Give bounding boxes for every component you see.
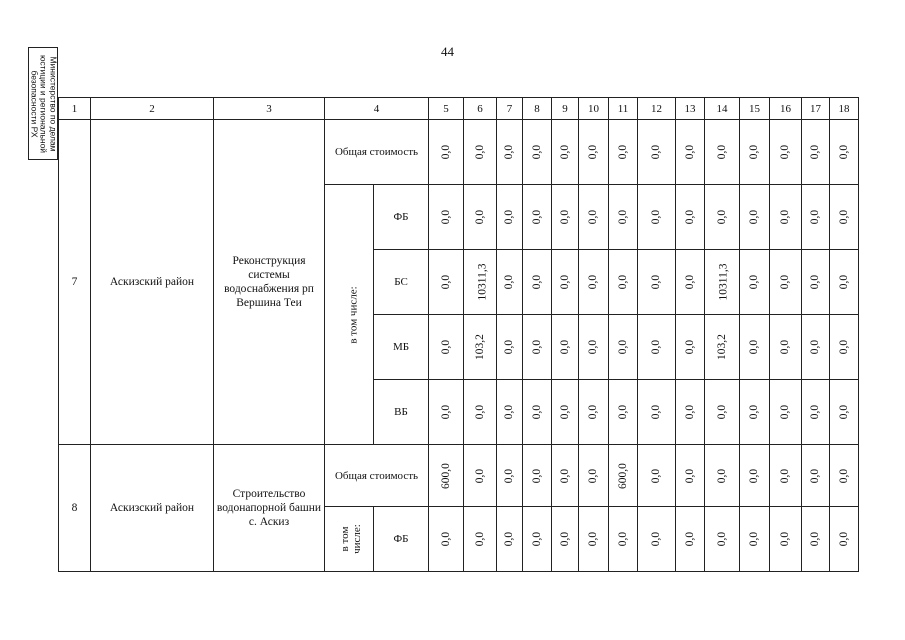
value-text: 0,0: [809, 144, 822, 160]
value-cell: [830, 380, 859, 445]
value-text: 0,0: [809, 468, 822, 483]
value-cell: [740, 507, 770, 572]
value-cell: [429, 250, 464, 315]
value-cell: [464, 185, 497, 250]
value-text: 0,0: [650, 339, 663, 355]
value-cell: [552, 185, 579, 250]
subtotal-label-cell: [325, 185, 374, 445]
value-cell: [705, 250, 740, 315]
value-text: 0,0: [838, 339, 850, 355]
value-cell: [523, 185, 552, 250]
value-text: 0,0: [587, 404, 600, 420]
value-text: 0,0: [587, 531, 600, 547]
header-cell: 6: [464, 98, 497, 120]
value-cell: [429, 185, 464, 250]
value-text: 0,0: [684, 339, 696, 355]
value-text: 0,0: [474, 531, 486, 547]
value-cell: [802, 507, 830, 572]
district-cell: Аскизский район: [91, 445, 214, 572]
value-text: 0,0: [748, 209, 761, 225]
value-text: 0,0: [779, 468, 792, 483]
value-cell: [609, 507, 638, 572]
total-label: Общая стоимость: [325, 120, 429, 185]
value-cell: [429, 445, 464, 507]
value-cell: [497, 445, 523, 507]
value-text: 0,0: [650, 144, 663, 160]
value-cell: [609, 380, 638, 445]
value-cell: [676, 120, 705, 185]
value-cell: [497, 250, 523, 315]
value-cell: [770, 315, 802, 380]
value-text: 0,0: [474, 209, 486, 225]
row-number: 7: [59, 120, 91, 445]
value-text: 0,0: [809, 404, 822, 420]
value-text: 0,0: [559, 339, 571, 355]
value-cell: [497, 315, 523, 380]
value-cell: [638, 315, 676, 380]
value-text: 0,0: [748, 404, 761, 420]
value-text: 0,0: [650, 531, 663, 547]
value-cell: [523, 380, 552, 445]
value-cell: [497, 120, 523, 185]
value-cell: [552, 445, 579, 507]
value-text: 0,0: [559, 274, 571, 290]
object-cell: Строительство водонапорной башни с. Аскиз: [214, 445, 325, 572]
value-cell: [609, 185, 638, 250]
value-cell: [830, 445, 859, 507]
value-text: 0,0: [838, 274, 850, 290]
value-text: 0,0: [617, 274, 629, 290]
value-cell: [579, 380, 609, 445]
value-text: 0,0: [716, 209, 728, 225]
stamp-text: Министерство по делам юстиции и региональной безопасности РХ: [29, 54, 59, 153]
value-cell: [579, 250, 609, 315]
value-text: 0,0: [531, 404, 543, 420]
district-cell: Аскизский район: [91, 120, 214, 445]
value-text: 0,0: [748, 144, 761, 160]
value-text: 0,0: [779, 209, 792, 225]
value-cell: [740, 120, 770, 185]
value-text: 600,0: [617, 462, 629, 489]
value-text: 0,0: [587, 339, 600, 355]
value-text: 10311,3: [717, 263, 730, 301]
value-text: 0,0: [748, 274, 761, 290]
value-text: 0,0: [474, 468, 486, 483]
header-cell: 13: [676, 98, 705, 120]
value-cell: [802, 315, 830, 380]
page-number: 44: [441, 44, 454, 59]
value-cell: [705, 445, 740, 507]
source-label: БС: [374, 250, 429, 315]
value-text: 0,0: [440, 339, 452, 355]
value-cell: [579, 185, 609, 250]
header-cell: 14: [705, 98, 740, 120]
header-row: [59, 98, 859, 120]
value-text: 0,0: [559, 531, 571, 547]
header-cell: 12: [638, 98, 676, 120]
value-text: 0,0: [684, 274, 696, 290]
value-cell: [552, 380, 579, 445]
value-text: 0,0: [809, 531, 822, 547]
value-text: 0,0: [779, 144, 792, 160]
value-cell: [676, 315, 705, 380]
value-text: 0,0: [531, 531, 543, 547]
value-text: 0,0: [503, 339, 516, 355]
value-cell: [579, 507, 609, 572]
value-text: 10311,3: [476, 263, 489, 301]
value-text: 0,0: [503, 209, 516, 225]
value-cell: [830, 250, 859, 315]
header-cell: 16: [770, 98, 802, 120]
value-cell: [552, 250, 579, 315]
value-cell: [579, 445, 609, 507]
value-text: 0,0: [617, 144, 629, 160]
value-text: 0,0: [587, 468, 600, 483]
total-label: Общая стоимость: [325, 445, 429, 507]
header-cell: 8: [523, 98, 552, 120]
value-text: 0,0: [587, 144, 600, 160]
value-cell: [740, 315, 770, 380]
value-cell: [523, 250, 552, 315]
value-cell: [497, 507, 523, 572]
value-cell: [830, 185, 859, 250]
value-text: 103,2: [716, 334, 728, 360]
value-text: 0,0: [587, 274, 600, 290]
value-cell: [464, 120, 497, 185]
source-label: ФБ: [374, 185, 429, 250]
value-cell: [552, 315, 579, 380]
header-cell: 3: [214, 98, 325, 120]
value-cell: [740, 445, 770, 507]
value-cell: [770, 185, 802, 250]
value-text: 0,0: [503, 144, 516, 160]
value-text: 0,0: [779, 274, 792, 290]
value-cell: [429, 120, 464, 185]
value-cell: [464, 250, 497, 315]
value-text: 0,0: [650, 209, 663, 225]
header-cell: 11: [609, 98, 638, 120]
value-text: 0,0: [838, 404, 850, 420]
value-text: 0,0: [684, 209, 696, 225]
value-text: 0,0: [531, 339, 543, 355]
value-cell: [464, 380, 497, 445]
value-text: 0,0: [531, 209, 543, 225]
value-cell: [638, 120, 676, 185]
value-text: 0,0: [617, 209, 629, 225]
value-cell: [497, 185, 523, 250]
value-cell: [770, 380, 802, 445]
source-label: ФБ: [374, 507, 429, 572]
value-cell: [523, 120, 552, 185]
value-text: 0,0: [650, 468, 663, 483]
header-cell: 1: [59, 98, 91, 120]
value-text: 0,0: [474, 144, 486, 160]
value-text: 0,0: [684, 404, 696, 420]
value-text: 0,0: [809, 274, 822, 290]
value-cell: [552, 120, 579, 185]
value-text: 0,0: [617, 404, 629, 420]
value-text: 0,0: [440, 274, 452, 290]
value-text: 0,0: [748, 531, 761, 547]
value-cell: [740, 380, 770, 445]
value-text: 0,0: [559, 404, 571, 420]
value-text: 0,0: [617, 531, 629, 547]
value-text: 0,0: [838, 144, 850, 160]
value-cell: [609, 250, 638, 315]
header-cell: 5: [429, 98, 464, 120]
object-cell: Реконструкция системы водоснабжения рп Вершина Теи: [214, 120, 325, 445]
value-text: 0,0: [650, 404, 663, 420]
value-cell: [429, 507, 464, 572]
value-text: 0,0: [684, 468, 696, 483]
table-body: [59, 98, 859, 572]
source-label: ВБ: [374, 380, 429, 445]
value-text: 0,0: [779, 339, 792, 355]
value-text: 0,0: [531, 468, 543, 483]
value-text: 103,2: [474, 334, 486, 360]
value-cell: [676, 185, 705, 250]
value-text: 0,0: [716, 144, 728, 160]
value-cell: [676, 445, 705, 507]
value-text: 0,0: [587, 209, 600, 225]
value-cell: [579, 120, 609, 185]
value-cell: [429, 380, 464, 445]
value-cell: [497, 380, 523, 445]
value-cell: [676, 250, 705, 315]
value-text: 0,0: [559, 209, 571, 225]
value-cell: [740, 250, 770, 315]
value-text: 0,0: [716, 531, 728, 547]
value-text: 0,0: [617, 339, 629, 355]
value-text: 0,0: [684, 531, 696, 547]
budget-table: [58, 97, 859, 572]
value-cell: [705, 380, 740, 445]
value-text: 0,0: [650, 274, 663, 290]
header-cell: 10: [579, 98, 609, 120]
value-cell: [638, 185, 676, 250]
value-cell: [770, 445, 802, 507]
value-text: 0,0: [716, 404, 728, 420]
value-cell: [579, 315, 609, 380]
value-cell: [638, 445, 676, 507]
value-text: 0,0: [503, 468, 516, 483]
value-text: 600,0: [440, 462, 452, 489]
value-cell: [802, 185, 830, 250]
total-row: [59, 120, 859, 185]
value-cell: [802, 380, 830, 445]
value-cell: [770, 250, 802, 315]
value-text: 0,0: [531, 274, 543, 290]
value-cell: [464, 507, 497, 572]
header-cell: 9: [552, 98, 579, 120]
value-text: 0,0: [779, 531, 792, 547]
value-cell: [802, 250, 830, 315]
value-text: 0,0: [503, 531, 516, 547]
value-text: 0,0: [559, 144, 571, 160]
source-label: МБ: [374, 315, 429, 380]
value-cell: [429, 315, 464, 380]
subtotal-label: в том числе:: [347, 285, 360, 344]
value-cell: [705, 185, 740, 250]
header-cell: 17: [802, 98, 830, 120]
value-text: 0,0: [716, 468, 728, 483]
value-cell: [609, 120, 638, 185]
value-cell: [705, 120, 740, 185]
value-text: 0,0: [748, 339, 761, 355]
value-text: 0,0: [779, 404, 792, 420]
value-cell: [770, 120, 802, 185]
header-cell: 18: [830, 98, 859, 120]
value-text: 0,0: [440, 531, 452, 547]
value-text: 0,0: [474, 404, 486, 420]
subtotal-label-cell: [325, 507, 374, 572]
value-cell: [523, 507, 552, 572]
value-cell: [802, 120, 830, 185]
value-cell: [638, 250, 676, 315]
value-text: 0,0: [838, 468, 850, 483]
value-text: 0,0: [440, 209, 452, 225]
header-cell: 7: [497, 98, 523, 120]
value-text: 0,0: [503, 274, 516, 290]
value-cell: [830, 507, 859, 572]
row-number: 8: [59, 445, 91, 572]
value-cell: [740, 185, 770, 250]
value-cell: [770, 507, 802, 572]
subtotal-label: в том числе:: [339, 524, 363, 554]
value-cell: [552, 507, 579, 572]
value-cell: [802, 445, 830, 507]
header-cell: 2: [91, 98, 214, 120]
header-cell: 15: [740, 98, 770, 120]
value-text: 0,0: [838, 209, 850, 225]
value-text: 0,0: [838, 531, 850, 547]
header-cell: 4: [325, 98, 429, 120]
value-text: 0,0: [809, 209, 822, 225]
value-text: 0,0: [503, 404, 516, 420]
value-text: 0,0: [559, 468, 571, 483]
value-text: 0,0: [531, 144, 543, 160]
value-cell: [609, 445, 638, 507]
value-cell: [638, 507, 676, 572]
value-cell: [464, 445, 497, 507]
value-text: 0,0: [440, 404, 452, 420]
value-cell: [830, 120, 859, 185]
value-cell: [464, 315, 497, 380]
value-cell: [609, 315, 638, 380]
value-text: 0,0: [748, 468, 761, 483]
value-cell: [705, 507, 740, 572]
value-cell: [638, 380, 676, 445]
value-cell: [676, 507, 705, 572]
value-cell: [523, 315, 552, 380]
value-text: 0,0: [684, 144, 696, 160]
value-text: 0,0: [440, 144, 452, 160]
ministry-stamp: [28, 47, 58, 160]
value-cell: [705, 315, 740, 380]
value-text: 0,0: [809, 339, 822, 355]
value-cell: [676, 380, 705, 445]
total-row: [59, 445, 859, 507]
value-cell: [523, 445, 552, 507]
value-cell: [830, 315, 859, 380]
